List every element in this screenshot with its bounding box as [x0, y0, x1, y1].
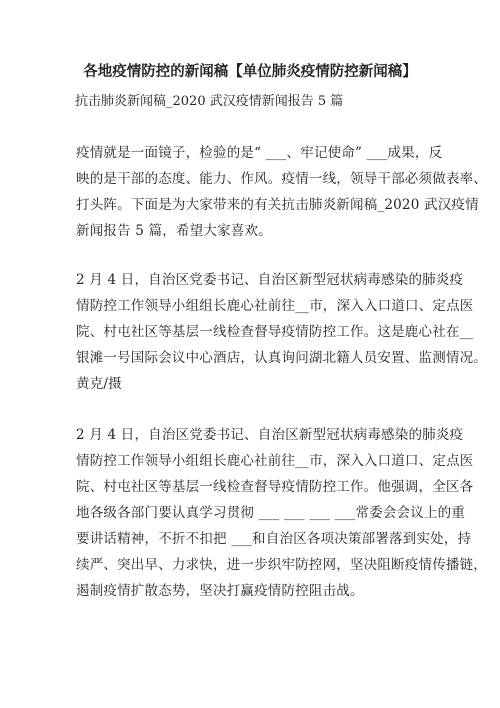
- paragraph-line: 续严、突出早、力求快，进一步织牢防控网，坚决阻断疫情传播链，: [76, 557, 487, 573]
- paragraph-line: 新闻报告 5 篇，希望大家喜欢。: [76, 223, 272, 239]
- paragraph-line: 2 月 4 日，自治区党委书记、自治区新型冠状病毒感染的肺炎疫: [76, 427, 464, 443]
- paragraph-line: 地各级各部门要认真学习贯彻 ___ ___ ___ ___常委会会议上的重: [76, 505, 466, 521]
- paragraph-line: 情防控工作领导小组组长鹿心社前往__市，深入入口道口、定点医: [76, 298, 474, 314]
- paragraph-line: 银滩一号国际会议中心酒店，认真询问湖北籍人员安置、监测情况。: [76, 350, 487, 366]
- paragraph-line: 情防控工作领导小组组长鹿心社前往__市，深入入口道口、定点医: [76, 453, 474, 469]
- paragraph-line: 映的是干部的态度、能力、作风。疫情一线，领导干部必须做表率、: [76, 171, 487, 187]
- document-title: 各地疫情防控的新闻稿【单位肺炎疫情防控新闻稿】: [83, 63, 417, 80]
- paragraph-line: 疫情就是一面镜子，检验的是“ ___、牢记使命” ___成果，反: [76, 145, 443, 161]
- paragraph-line: 要讲话精神，不折不扣把 ___和自治区各项决策部署落到实处，持: [76, 531, 472, 547]
- document-subtitle: 抗击肺炎新闻稿_2020 武汉疫情新闻报告 5 篇: [75, 94, 344, 109]
- photo-credit: 黄克/摄: [76, 376, 122, 392]
- paragraph-intro: [76, 140, 487, 244]
- paragraph-news-1: [76, 267, 487, 397]
- paragraph-line: 2 月 4 日，自治区党委书记、自治区新型冠状病毒感染的肺炎疫: [76, 272, 464, 288]
- paragraph-line: 打头阵。下面是为大家带来的有关抗击肺炎新闻稿_2020 武汉疫情: [76, 197, 479, 213]
- paragraph-line: 遏制疫情扩散态势，坚决打赢疫情防控阻击战。: [76, 583, 364, 599]
- paragraph-line: 院、村屯社区等基层一线检查督导疫情防控工作。这是鹿心社在__: [76, 324, 474, 340]
- paragraph-line: 院、村屯社区等基层一线检查督导疫情防控工作。他强调，全区各: [76, 479, 474, 495]
- paragraph-news-2: [76, 422, 487, 604]
